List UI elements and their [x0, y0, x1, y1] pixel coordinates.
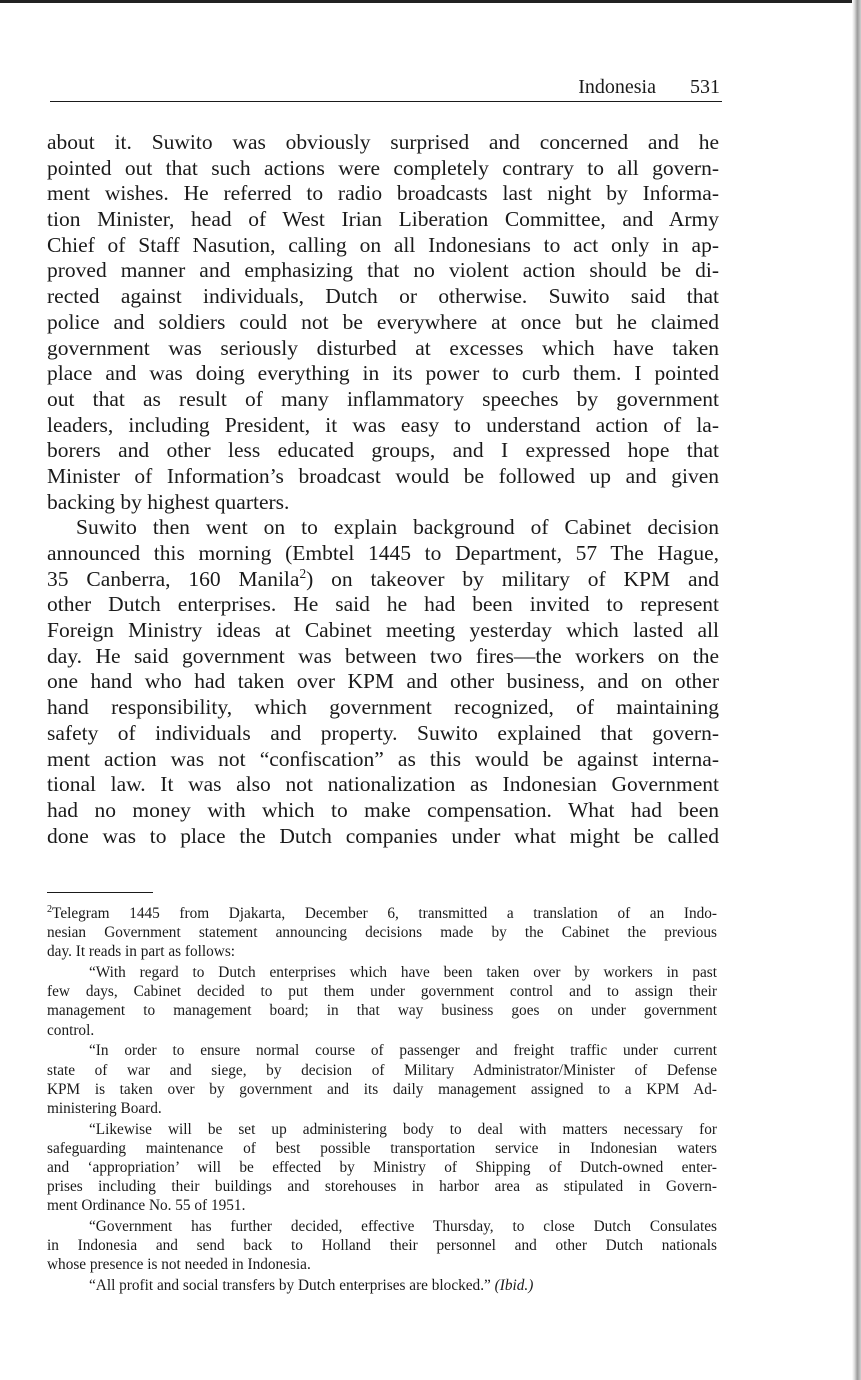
- footnote-line: ment Ordinance No. 55 of 1951.: [47, 1197, 246, 1215]
- body-text: [47, 130, 719, 849]
- body-line: ment wishes. He referred to radio broadcasts last night by Informa-: [47, 181, 719, 206]
- footnote-line: few days, Cabinet decided to put them under government control and to assign their: [47, 983, 717, 1001]
- footnote-line: KPM is taken over by government and its daily management assigned to a KPM Ad-: [47, 1080, 717, 1098]
- body-line: place and was doing everything in its power to curb them. I pointed: [47, 361, 719, 386]
- body-line: Suwito then went on to explain background of Cabinet decision: [76, 515, 719, 540]
- page-number: 531: [690, 76, 720, 98]
- body-line: announced this morning (Embtel 1445 to Department, 57 The Hague,: [47, 541, 719, 565]
- top-scan-border: [0, 0, 861, 3]
- footnote-marker: 2: [47, 903, 53, 915]
- body-line: backing by highest quarters.: [47, 489, 290, 514]
- body-line: had no money with which to make compensation. What had been: [47, 797, 719, 822]
- body-line: ment action was not “confiscation” as this would be against interna-: [47, 746, 719, 771]
- body-line: leaders, including President, it was easy to understand action of la-: [47, 412, 719, 437]
- body-line: police and soldiers could not be everywhere at once but he claimed: [47, 309, 719, 334]
- body-line: out that as result of many inflammatory speeches by government: [47, 386, 719, 411]
- ibid-citation: (Ibid.): [494, 1277, 534, 1295]
- body-line: hand responsibility, which government recognized, of maintaining: [47, 695, 719, 720]
- footnote-line: safeguarding maintenance of best possible transportation service in Indonesian waters: [47, 1139, 717, 1157]
- footnote-line: nesian Government statement announcing decisions made by the Cabinet the previous: [47, 924, 717, 942]
- body-line: other Dutch enterprises. He said he had been invited to represent: [47, 592, 719, 617]
- header-title: Indonesia: [578, 76, 656, 98]
- body-line: day. He said government was between two fires—the workers on the: [47, 643, 719, 668]
- footnote-line: prises including their buildings and storehouses in harbor area as stipulated in Govern-: [47, 1178, 717, 1196]
- footnotes: [47, 904, 717, 1295]
- footnote-line: “Likewise will be set up administering body to deal with matters necessary for: [89, 1120, 717, 1138]
- header-rule: [50, 101, 722, 102]
- footnote-line-text: “All profit and social transfers by Dutch enterprises are blocked.”: [89, 1277, 491, 1295]
- body-line: tion Minister, head of West Irian Liberation Committee, and Army: [47, 207, 719, 232]
- footnote-line: control.: [47, 1021, 95, 1039]
- body-line: Chief of Staff Nasution, calling on all Indonesians to act only in ap-: [47, 232, 719, 257]
- body-line: rected against individuals, Dutch or otherwise. Suwito said that: [47, 284, 719, 309]
- body-line: Foreign Ministry ideas at Cabinet meeting yesterday which lasted all: [47, 618, 719, 643]
- page-edge-shadow: [852, 0, 861, 1380]
- running-header: [50, 76, 722, 102]
- body-line-part: ) on takeover by military of KPM and: [306, 566, 720, 591]
- footnote-line: [47, 904, 717, 923]
- body-line: about it. Suwito was obviously surprised and concerned and he: [47, 130, 719, 154]
- footnote-line: “With regard to Dutch enterprises which have been taken over by workers in past: [89, 964, 717, 982]
- footnote-line: in Indonesia and send back to Holland their personnel and other Dutch nationals: [47, 1237, 717, 1255]
- body-line: borers and other less educated groups, and I expressed hope that: [47, 438, 719, 463]
- body-line: pointed out that such actions were completely contrary to all govern-: [47, 155, 719, 180]
- body-line-part: 35 Canberra, 160 Manila: [47, 566, 300, 591]
- footnote-line: [47, 1276, 717, 1295]
- footnote-separator: [47, 892, 153, 893]
- footnote-line: ministering Board.: [47, 1099, 162, 1117]
- body-line: done was to place the Dutch companies under what might be called: [47, 823, 719, 848]
- body-line-with-footnote-ref: [47, 567, 719, 593]
- footnote-line: “In order to ensure normal course of passenger and freight traffic under current: [89, 1042, 717, 1060]
- body-line: tional law. It was also not nationalization as Indonesian Government: [47, 772, 719, 797]
- body-line: proved manner and emphasizing that no violent action should be di-: [47, 258, 719, 283]
- body-line: government was seriously disturbed at excesses which have taken: [47, 335, 719, 360]
- body-line: one hand who had taken over KPM and other business, and on other: [47, 669, 719, 694]
- footnote-line-text: Telegram 1445 from Djakarta, December 6, transmitted a translation of an Indo-: [52, 905, 717, 922]
- footnote-line: “Government has further decided, effective Thursday, to close Dutch Consulates: [89, 1218, 717, 1235]
- body-line: Minister of Information’s broadcast would be followed up and given: [47, 463, 719, 488]
- footnote-line: day. It reads in part as follows:: [47, 943, 236, 961]
- footnote-line: management to management board; in that way business goes on under government: [47, 1002, 717, 1020]
- footnote-line: state of war and siege, by decision of Military Administrator/Minister of Defense: [47, 1061, 717, 1079]
- body-line: safety of individuals and property. Suwito explained that govern-: [47, 720, 719, 745]
- footnote-line: and ‘appropriation’ will be effected by Ministry of Shipping of Dutch-owned enter-: [47, 1158, 717, 1176]
- footnote-reference: 2: [299, 565, 307, 581]
- footnote-line: whose presence is not needed in Indonesia.: [47, 1256, 311, 1274]
